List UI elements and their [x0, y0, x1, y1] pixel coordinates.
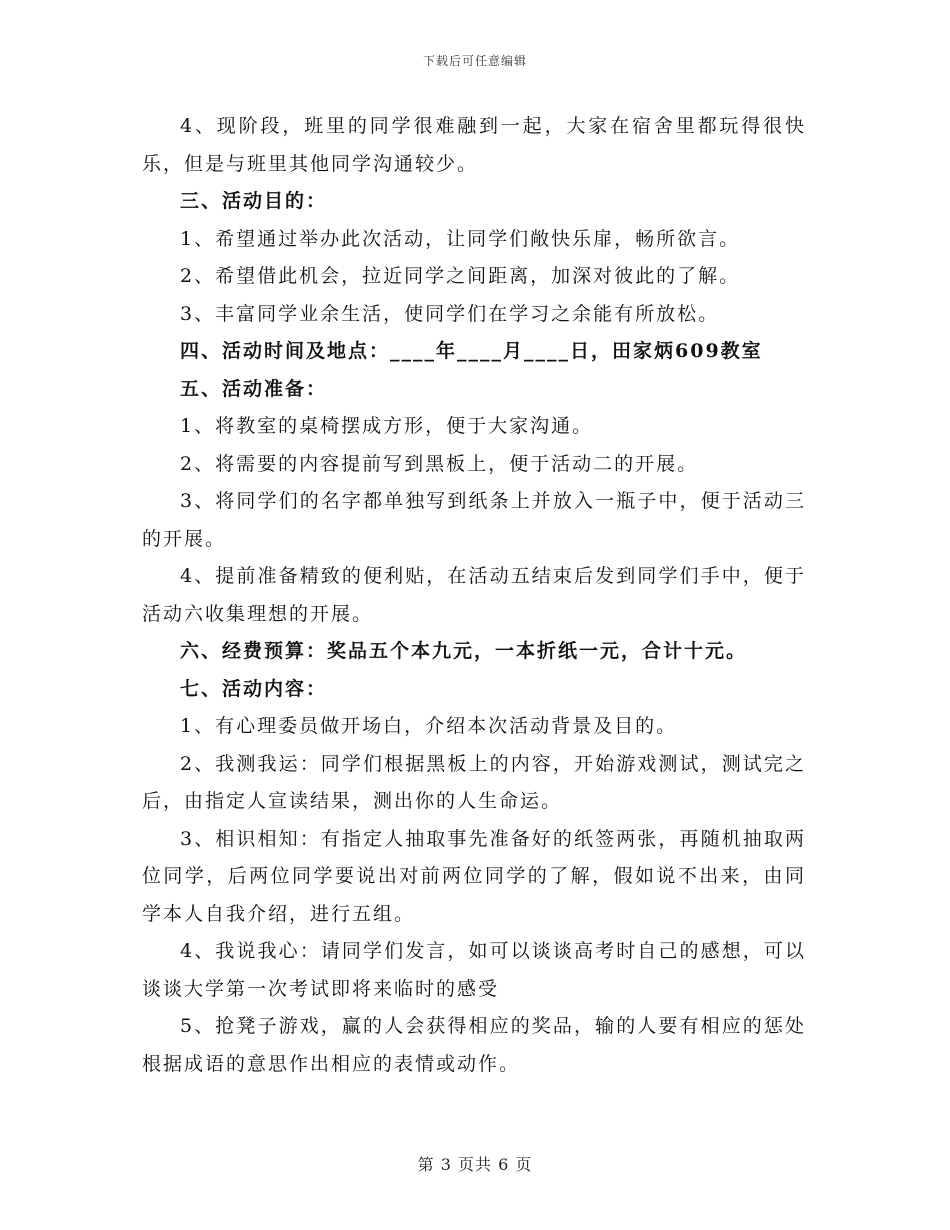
page-footer: 第 3 页共 6 页: [417, 1155, 533, 1174]
paragraph-background-4: 4、现阶段，班里的同学很难融到一起，大家在宿舍里都玩得很快乐，但是与班里其他同学沟通较少。: [142, 115, 806, 175]
paragraph-content-4: 4、我说我心：请同学们发言，如可以谈谈高考时自己的感想，可以谈谈大学第一次考试即将来临时的感受: [142, 940, 806, 1000]
paragraph-content-1: 1、有心理委员做开场白，介绍本次活动背景及目的。: [180, 715, 678, 737]
paragraph-preparation-2: 2、将需要的内容提前写到黑板上，便于活动二的开展。: [180, 452, 699, 475]
section-heading-content: 七、活动内容：: [180, 677, 328, 700]
section-heading-budget: 六、经费预算：奖品五个本九元，一本折纸一元，合计十元。: [180, 640, 748, 662]
page-header: 下载后可任意编辑: [422, 54, 527, 68]
section-heading-preparation: 五、活动准备：: [180, 377, 328, 400]
section-heading-purpose: 三、活动目的：: [180, 190, 328, 212]
paragraph-content-5: 5、抢凳子游戏，赢的人会获得相应的奖品，输的人要有相应的惩处根据成语的意思作出相应的表情或动作。: [142, 1015, 806, 1075]
paragraph-preparation-1: 1、将教室的桌椅摆成方形，便于大家沟通。: [180, 415, 594, 437]
paragraph-preparation-3: 3、将同学们的名字都单独写到纸条上并放入一瓶子中，便于活动三的开展。: [142, 490, 806, 550]
paragraph-content-2: 2、我测我运：同学们根据黑板上的内容，开始游戏测试，测试完之后，由指定人宣读结果，测出你的人生命运。: [142, 752, 806, 812]
paragraph-preparation-4: 4、提前准备精致的便利贴，在活动五结束后发到同学们手中，便于活动六收集理想的开展。: [142, 565, 806, 625]
paragraph-purpose-1: 1、希望通过举办此次活动，让同学们敞快乐扉，畅所欲言。: [180, 227, 741, 250]
section-heading-time-place: 四、活动时间及地点：____年____月____日，田家炳609教室: [180, 340, 763, 362]
paragraph-purpose-3: 3、丰富同学业余生活，使同学们在学习之余能有所放松。: [180, 302, 720, 325]
paragraph-content-3: 3、相识相知：有指定人抽取事先准备好的纸签两张，再随机抽取两位同学，后两位同学要说出对前两位同学的了解，假如说不出来，由同学本人自我介绍，进行五组。: [142, 827, 806, 925]
paragraph-purpose-2: 2、希望借此机会，拉近同学之间距离，加深对彼此的了解。: [180, 265, 741, 287]
document-body: [142, 108, 806, 1083]
